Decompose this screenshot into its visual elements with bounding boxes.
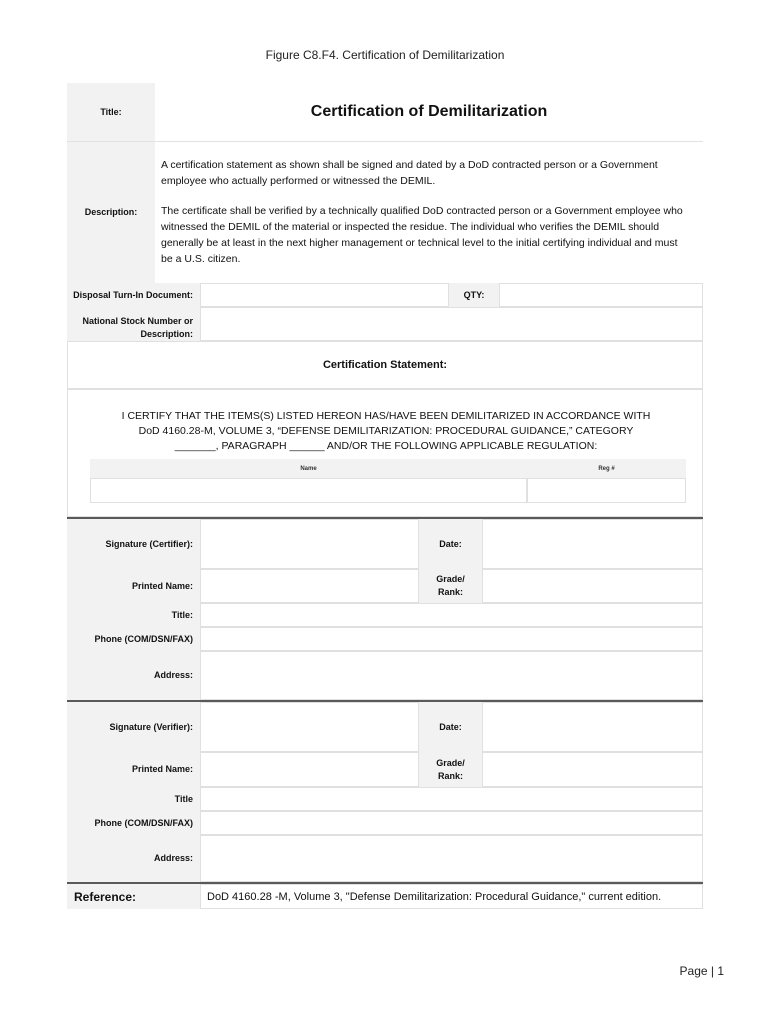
cert-line-1: I CERTIFY THAT THE ITEMS(S) LISTED HEREON HAS/HAVE BEEN DEMILITARIZED IN ACCORDANCE WITH [121,410,651,422]
verifier-address-label: Address: [67,835,200,882]
form-title: Certification of Demilitarization [310,103,548,120]
qty-field[interactable] [499,283,703,307]
verifier-signature-field[interactable] [200,702,419,752]
certification-statement-heading: Certification Statement: [67,341,703,389]
certifier-date-field[interactable] [482,519,703,569]
certifier-printed-name-label: Printed Name: [67,569,200,603]
verifier-phone-label: Phone (COM/DSN/FAX) [67,811,200,835]
nsn-label-line2: Description: [140,329,193,339]
disposal-turn-in-label: Disposal Turn-In Document: [67,283,200,307]
verifier-grade-field[interactable] [482,752,703,787]
qty-label: QTY: [449,283,499,307]
reference-text: DoD 4160.28 -M, Volume 3, "Defense Demilitarization: Procedural Guidance," current edition. [200,884,703,909]
certifier-grade-field[interactable] [482,569,703,603]
description-text [155,142,703,283]
nsn-label [67,307,200,341]
certifier-phone-label: Phone (COM/DSN/FAX) [67,627,200,651]
certifier-title-label: Title: [67,603,200,627]
certification-statement-text [68,409,704,454]
verifier-title-label: Title [67,787,200,811]
reference-label: Reference: [67,884,200,909]
page-number: Page | 1 [679,964,724,978]
grade-line1: Grade/ [436,757,465,768]
verifier-signature-label: Signature (Verifier): [67,702,200,752]
certifier-date-label: Date: [419,519,482,569]
description-paragraph-1: A certification statement as shown shall be signed and dated by a DoD contracted person or a Government employee who actually performed or witnessed the DEMIL. [161,159,658,187]
description-paragraph-2: The certificate shall be verified by a technically qualified DoD contracted person or a Government employee who witnessed the DEMIL of the material or inspected the residue. The individual who verifies the DEMIL should generally be at least in the next higher management or technical level to the initial certifying individual and must be a U.S. citizen. [161,205,683,265]
nsn-label-line1: National Stock Number or [82,316,193,326]
certifier-printed-name-field[interactable] [200,569,419,603]
figure-caption: Figure C8.F4. Certification of Demilitarization [265,48,505,62]
certifier-title-field[interactable] [200,603,703,627]
grade-line2: Rank: [437,587,463,597]
title-label: Title: [67,83,155,141]
certifier-signature-label: Signature (Certifier): [67,519,200,569]
certifier-phone-field[interactable] [200,627,703,651]
verifier-printed-name-label: Printed Name: [67,752,200,787]
description-label: Description: [67,142,155,283]
verifier-printed-name-field[interactable] [200,752,419,787]
nsn-field[interactable] [200,307,703,341]
verifier-phone-field[interactable] [200,811,703,835]
verifier-title-field[interactable] [200,787,703,811]
certification-statement-box [67,389,703,517]
grade-line1: Grade/ [436,574,465,584]
certifier-grade-label [419,569,482,603]
certifier-address-label: Address: [67,651,200,700]
verifier-address-field[interactable] [200,835,703,882]
verifier-date-label: Date: [419,702,482,752]
verifier-grade-label [419,752,482,787]
reg-table-name-header: Name [90,459,527,478]
grade-line2: Rank: [437,770,463,781]
certifier-address-field[interactable] [200,651,703,700]
verifier-date-field[interactable] [482,702,703,752]
disposal-turn-in-field[interactable] [200,283,449,307]
reg-name-field[interactable] [90,478,527,503]
reg-number-field[interactable] [527,478,686,503]
demil-certification-form [67,83,703,909]
cert-line-3: _______, PARAGRAPH ______ AND/OR THE FOLLOWING APPLICABLE REGULATION: [174,440,598,452]
certifier-signature-field[interactable] [200,519,419,569]
cert-line-2: DoD 4160.28-M, VOLUME 3, “DEFENSE DEMILITARIZATION: PROCEDURAL GUIDANCE,” CATEGORY [138,425,634,437]
reg-table-reg-header: Reg # [527,459,686,478]
